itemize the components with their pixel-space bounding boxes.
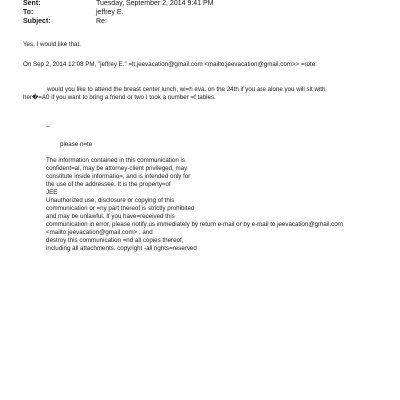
reply-text: Yes, I would like that. — [23, 41, 81, 48]
disclaimer — [46, 157, 343, 253]
disclaimer-line: constitute inside informatio=, and is intended only for — [46, 173, 191, 180]
signature-dashes: -- — [46, 123, 51, 130]
header-subject — [23, 18, 107, 26]
disclaimer-line: JEE — [46, 189, 58, 196]
disclaimer-line: Unauthorized use, disclosure or copying of this — [46, 197, 175, 204]
header-subject-value: Re: — [96, 18, 107, 25]
disclaimer-line: communication or =ny part thereof is strictly prohibited — [46, 205, 195, 212]
header-to-label: To: — [23, 9, 34, 16]
header-subject-label: Subject: — [23, 18, 51, 25]
disclaimer-line: confident=al, may be attorney-client privileged, may — [46, 165, 188, 172]
quoted-line: would you like to attend the breast center lunch, wi=h eva, on the 24th if you are alone you will sit with — [47, 86, 326, 93]
please-note: please n=te — [60, 141, 93, 148]
disclaimer-line: communication in error, please notify us immediately by return e-mail or by e-mail to jeevacation@gmail.com — [46, 221, 343, 228]
disclaimer-line: <mailto:jeevacation@gmail.com> , and — [46, 229, 153, 236]
disclaimer-line: The information contained in this communication is — [46, 157, 185, 164]
disclaimer-line: and may be unlawful. If you have=received this — [46, 213, 175, 220]
disclaimer-line: including all attachments. copyright -all rights=reserved — [46, 245, 197, 252]
header-to — [23, 9, 124, 17]
quoted-message — [23, 86, 325, 102]
quote-header: On Sep 2, 2014 12:08 PM, "jeffrey E." =lt;jeevacation@gmail.com <mailto:jeevacation@gmail.com>> =rote: — [23, 61, 317, 68]
header-sent-label: Sent: — [23, 0, 41, 7]
disclaimer-line: destroy this communication =nd all copies thereof, — [46, 237, 184, 244]
header-sent — [23, 0, 214, 8]
disclaimer-line: the use of the addressee. It is the property=of — [46, 181, 171, 188]
header-sent-value: Tuesday, September 2, 2014 9:41 PM — [96, 0, 214, 7]
quoted-line: her�=A0 if you want to bring a friend or two I took a number =f tables. — [23, 94, 216, 101]
header-to-value: jeffrey E. — [96, 9, 124, 16]
